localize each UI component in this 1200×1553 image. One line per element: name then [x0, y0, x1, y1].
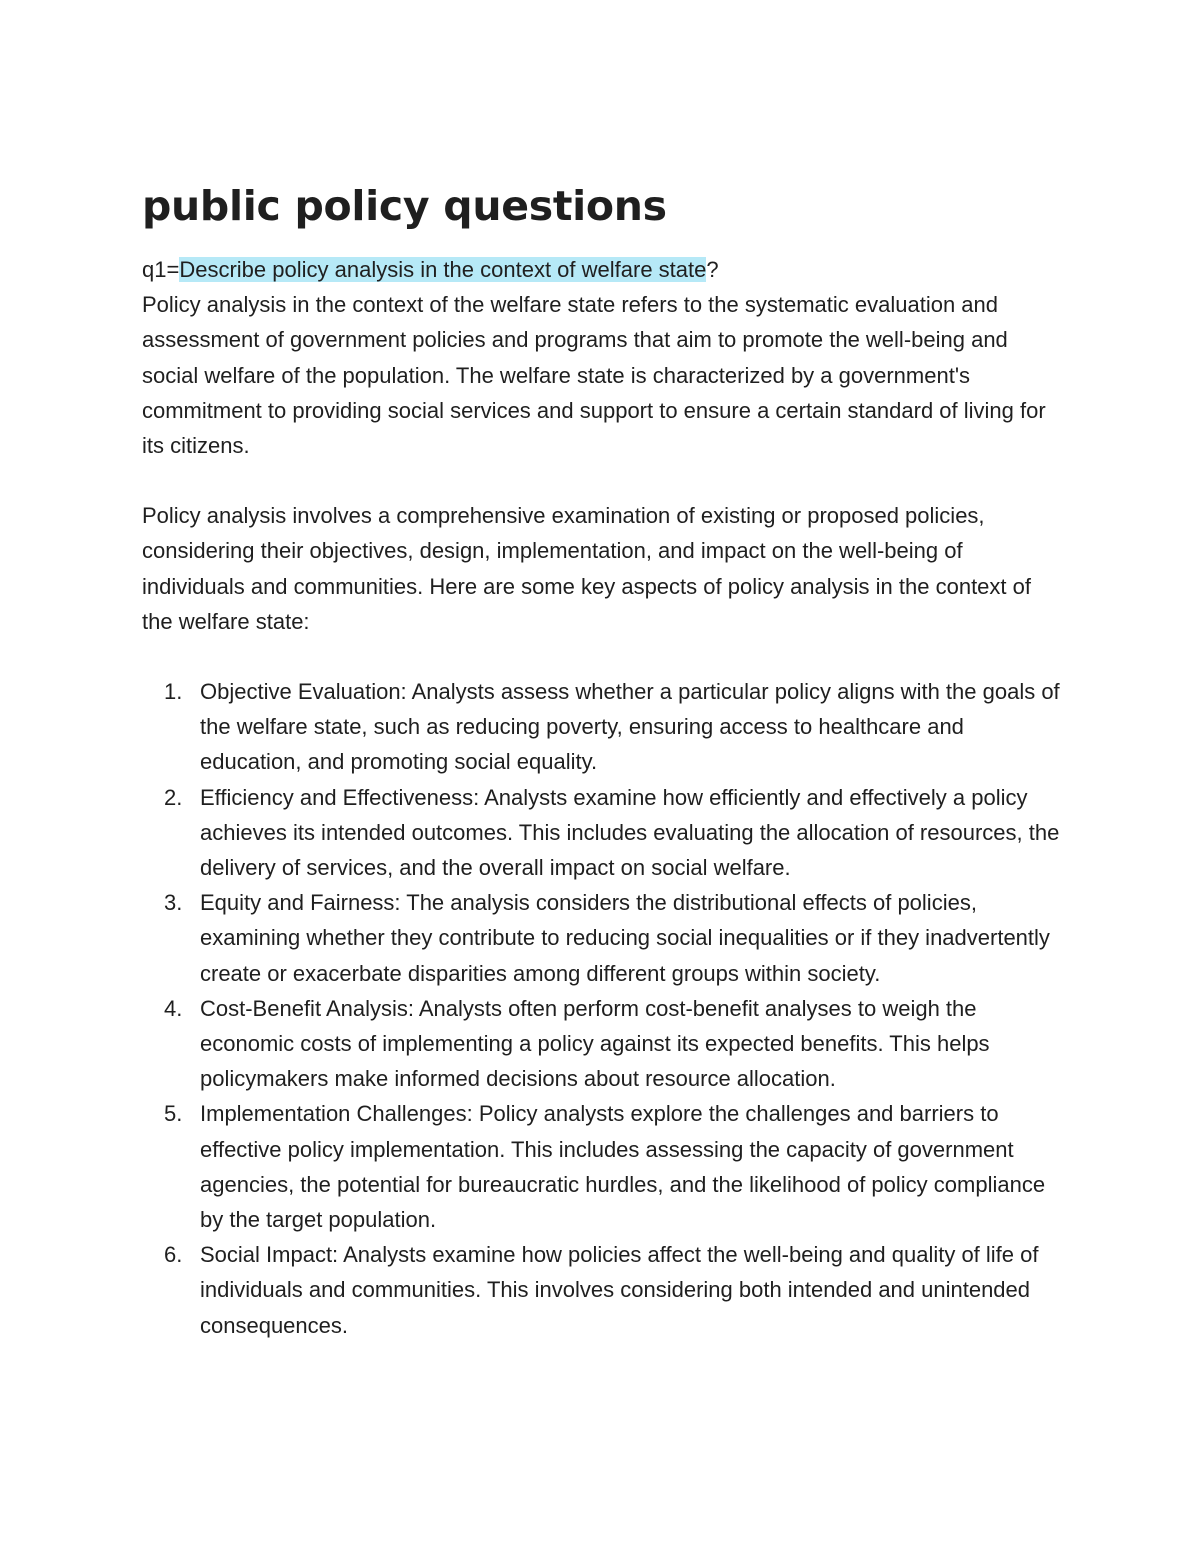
list-item-number: 2.: [164, 784, 183, 810]
list-item: [142, 780, 1062, 886]
question-line: [142, 252, 1062, 287]
list-item-number: 5.: [164, 1101, 183, 1127]
list-item-number: 1.: [164, 679, 183, 705]
document-page: [142, 176, 1062, 1343]
list-item-number: 3.: [164, 890, 183, 916]
list-item: [142, 1237, 1062, 1343]
list-item-text: Objective Evaluation: Analysts assess whether a particular policy aligns with the goals of the welfare state, such as reducing poverty, ensuring access to healthcare and education, and promoting social equality.: [200, 679, 1060, 775]
question-suffix: ?: [706, 257, 719, 282]
list-item: [142, 991, 1062, 1097]
list-item: [142, 674, 1062, 780]
paragraph-1: Policy analysis in the context of the welfare state refers to the systematic evaluation and assessment of government policies and programs that aim to promote the well-being and social welfare of the population. The welfare state is characterized by a government's commitment to providing social services and support to ensure a certain standard of living for its citizens.: [142, 292, 1046, 459]
list-item-text: Cost-Benefit Analysis: Analysts often perform cost-benefit analyses to weigh the economic costs of implementing a policy against its expected benefits. This helps policymakers make informed decisions about resource allocation.: [200, 995, 990, 1092]
list-item-text: Efficiency and Effectiveness: Analysts examine how efficiently and effectively a policy achieves its intended outcomes. This includes evaluating the allocation of resources, the delivery of services, and the overall impact on social welfare.: [200, 784, 1060, 881]
list-item: [142, 1096, 1062, 1237]
key-aspects-list: [142, 674, 1062, 1343]
document-body: [142, 252, 1062, 1343]
question-prefix: q1=: [142, 257, 180, 282]
question-highlighted-text[interactable]: Describe policy analysis in the context of welfare state: [179, 257, 707, 282]
list-item: [142, 885, 1062, 991]
list-item-number: 4.: [164, 995, 183, 1021]
document-title: public policy questions: [142, 182, 667, 230]
list-item-number: 6.: [164, 1242, 183, 1268]
list-item-text: Social Impact: Analysts examine how policies affect the well-being and quality of life of individuals and communities. This involves considering both intended and unintended consequences.: [200, 1242, 1039, 1338]
list-item-text: Implementation Challenges: Policy analysts explore the challenges and barriers to effective policy implementation. This includes assessing the capacity of government agencies, the potential for bureaucratic hurdles, and the likelihood of policy compliance by the target population.: [200, 1101, 1046, 1233]
paragraph-spacer: [142, 463, 1062, 498]
paragraph-2: Policy analysis involves a comprehensive examination of existing or proposed policies, considering their objectives, design, implementation, and impact on the well-being of individuals and communities. Here are some key aspects of policy analysis in the context of the welfare state:: [142, 503, 1031, 634]
list-item-text: Equity and Fairness: The analysis considers the distributional effects of policies, examining whether they contribute to reducing social inequalities or if they inadvertently create or exacerbate disparities among different groups within society.: [200, 890, 1050, 986]
paragraph-spacer: [142, 639, 1062, 674]
